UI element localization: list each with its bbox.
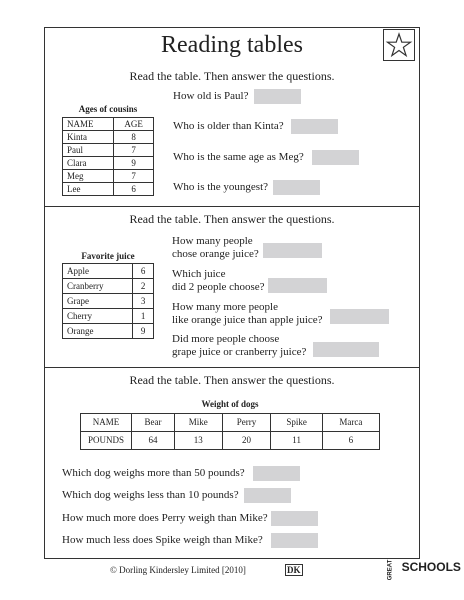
table-row — [63, 309, 154, 324]
answer-box[interactable] — [313, 342, 379, 357]
table-cell: 1 — [133, 309, 154, 324]
question-text — [172, 235, 259, 261]
section-divider — [44, 206, 420, 207]
table-header-row — [63, 118, 154, 131]
table-title: Favorite juice — [81, 251, 135, 261]
table-row — [63, 170, 154, 183]
answer-box[interactable] — [291, 119, 338, 134]
table-cell: 7 — [114, 170, 154, 183]
question-line: How many more people — [172, 301, 278, 313]
table-cell: Orange — [63, 324, 133, 339]
question-text: How old is Paul? — [173, 90, 249, 102]
table-row — [63, 294, 154, 309]
table-cell: Kinta — [63, 131, 114, 144]
question-line: Did more people choose — [172, 333, 280, 345]
table-cell: 6 — [114, 183, 154, 196]
table-cell: Meg — [63, 170, 114, 183]
question-line: like orange juice than apple juice? — [172, 314, 323, 326]
answer-box[interactable] — [263, 243, 322, 258]
table-cell: 9 — [133, 324, 154, 339]
question-line: grape juice or cranberry juice? — [172, 346, 307, 358]
table-cell: Bear — [132, 414, 175, 432]
table-cell: Apple — [63, 264, 133, 279]
table-cell: Lee — [63, 183, 114, 196]
question-text: How much more does Perry weigh than Mike? — [62, 512, 268, 524]
question-text: Who is the youngest? — [173, 181, 269, 193]
greatschools-logo — [380, 559, 461, 581]
table-cell: 13 — [174, 432, 222, 450]
question-text: How much less does Spike weigh than Mike? — [62, 534, 263, 546]
table-cell: Clara — [63, 157, 114, 170]
table-cell: 6 — [133, 264, 154, 279]
table-cell: 3 — [133, 294, 154, 309]
table-cell: 9 — [114, 157, 154, 170]
table-cell: 8 — [114, 131, 154, 144]
answer-box[interactable] — [271, 533, 318, 548]
table-cell: Paul — [63, 144, 114, 157]
table-cell: Grape — [63, 294, 133, 309]
question-text: Who is the same age as Meg? — [173, 151, 304, 163]
question-line: Which juice — [172, 268, 226, 280]
dk-logo: DK — [287, 565, 301, 575]
instruction-text: Read the table. Then answer the questions. — [129, 212, 335, 226]
table-cell: Perry — [222, 414, 271, 432]
answer-box[interactable] — [254, 89, 301, 104]
table-cell: Marca — [322, 414, 379, 432]
answer-box[interactable] — [312, 150, 359, 165]
question-text: Which dog weighs more than 50 pounds? — [62, 467, 245, 479]
table-row — [63, 183, 154, 196]
table-cell: NAME — [81, 414, 132, 432]
table-row — [81, 414, 380, 432]
table-row — [81, 432, 380, 450]
table-cell: 20 — [222, 432, 271, 450]
table-row — [63, 279, 154, 294]
star-icon — [383, 29, 415, 61]
table-cell: Cranberry — [63, 279, 133, 294]
table-row — [63, 324, 154, 339]
question-text: Who is older than Kinta? — [173, 120, 284, 132]
table-cell: Spike — [271, 414, 322, 432]
page-title: Reading tables — [161, 32, 303, 58]
question-text — [172, 333, 306, 359]
column-header: AGE — [114, 118, 154, 131]
column-header: NAME — [63, 118, 114, 131]
brand-great: GREAT — [387, 559, 394, 581]
table-cell: Mike — [174, 414, 222, 432]
instruction-text: Read the table. Then answer the questions. — [129, 69, 335, 83]
copyright-text: © Dorling Kindersley Limited [2010] — [110, 565, 246, 575]
table-title: Ages of cousins — [78, 104, 138, 114]
table-cell: 64 — [132, 432, 175, 450]
section-divider — [44, 367, 420, 368]
table-cell: POUNDS — [81, 432, 132, 450]
table-row — [63, 264, 154, 279]
instruction-text: Read the table. Then answer the questions. — [129, 373, 335, 387]
table-cell: 11 — [271, 432, 322, 450]
question-text — [172, 268, 265, 294]
table-row — [63, 144, 154, 157]
answer-box[interactable] — [330, 309, 389, 324]
answer-box[interactable] — [253, 466, 300, 481]
juice-table — [62, 263, 154, 339]
table-title: Weight of dogs — [201, 399, 259, 409]
weights-table — [80, 413, 380, 450]
question-line: chose orange juice? — [172, 248, 259, 260]
table-row — [63, 131, 154, 144]
table-row — [63, 157, 154, 170]
answer-box[interactable] — [268, 278, 327, 293]
brand-schools: SCHOOLS — [401, 560, 461, 574]
table-cell: 2 — [133, 279, 154, 294]
answer-box[interactable] — [244, 488, 291, 503]
question-text: Which dog weighs less than 10 pounds? — [62, 489, 239, 501]
table-cell: 6 — [322, 432, 379, 450]
question-line: How many people — [172, 235, 253, 247]
question-line: did 2 people choose? — [172, 281, 265, 293]
table-cell: Cherry — [63, 309, 133, 324]
answer-box[interactable] — [273, 180, 320, 195]
question-text — [172, 301, 323, 327]
answer-box[interactable] — [271, 511, 318, 526]
ages-table — [62, 117, 154, 196]
table-cell: 7 — [114, 144, 154, 157]
